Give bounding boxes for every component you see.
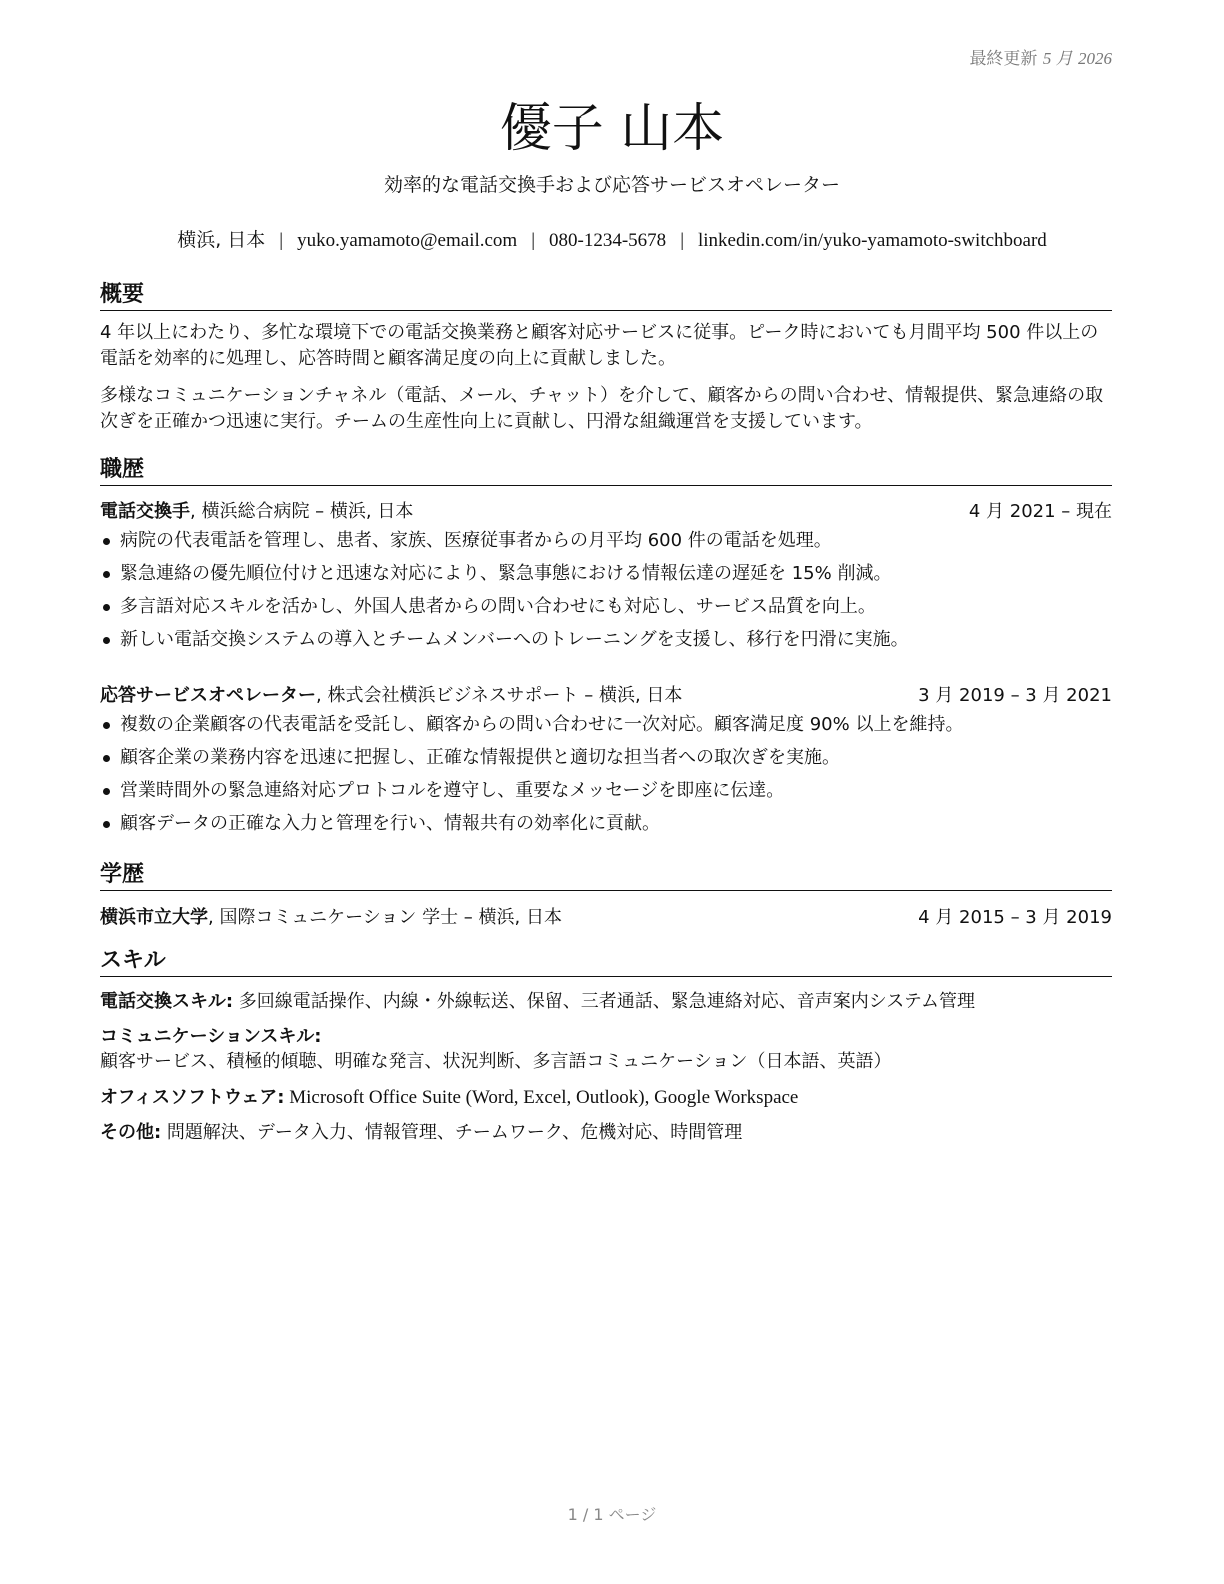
education-detail: , 国際コミュニケーション 学士 – 横浜, 日本 [208,907,562,928]
contact-separator: | [531,230,536,251]
contact-linkedin[interactable]: linkedin.com/in/yuko-yamamoto-switchboard [698,230,1047,251]
last-updated-month: 5 月 [1042,49,1073,68]
skill-label: オフィスソフトウェア: [100,1087,285,1108]
skill-label: 電話交換スキル: [100,991,234,1012]
list-item: 顧客データの正確な入力と管理を行い、情報共有の効率化に貢献。 [100,811,1112,844]
skill-line [100,1085,1112,1110]
job-header [100,681,1112,707]
job-role: 電話交換手 [100,501,190,522]
contact-phone[interactable]: 080-1234-5678 [549,230,667,251]
job-org: , 株式会社横浜ビジネスサポート – 横浜, 日本 [316,685,683,706]
summary-paragraph: 4 年以上にわたり、多忙な環境下での電話交換業務と顧客対応サービスに従事。ピーク時においても月間平均 500 件以上の電話を効率的に処理し、応答時間と顧客満足度の向上に貢献しました。 [100,322,1099,369]
contact-line [0,225,1224,252]
job-title-line [100,497,413,523]
job-title-line [100,681,682,707]
job-header [100,497,1112,523]
section-title-summary: 概要 [100,277,1112,311]
skill-value: 問題解決、データ入力、情報管理、チームワーク、危機対応、時間管理 [161,1122,743,1143]
list-item: 営業時間外の緊急連絡対応プロトコルを遵守し、重要なメッセージを即座に伝達。 [100,778,1112,811]
education-date: 4 月 2015 – 3 月 2019 [918,907,1112,928]
last-updated [969,44,1112,69]
list-item: 緊急連絡の優先順位付けと迅速な対応により、緊急事態における情報伝達の遅延を 15% 削減。 [100,561,1112,594]
contact-separator: | [680,230,684,251]
list-item: 多言語対応スキルを活かし、外国人患者からの問い合わせにも対応し、サービス品質を向上。 [100,594,1112,627]
list-item: 顧客企業の業務内容を迅速に把握し、正確な情報提供と適切な担当者への取次ぎを実施。 [100,745,1112,778]
job-role: 応答サービスオペレーター [100,685,316,706]
education-header [100,903,1112,929]
job-date: 3 月 2019 – 3 月 2021 [918,685,1112,706]
job-bullets [100,712,1112,844]
skill-value: Microsoft Office Suite (Word, Excel, Outlook), Google Workspace [284,1087,799,1108]
section-title-experience: 職歴 [100,452,1112,486]
list-item: 新しい電話交換システムの導入とチームメンバーへのトレーニングを支援し、移行を円滑に実施。 [100,627,1112,660]
section-title-education: 学歴 [100,857,1112,891]
candidate-name: 優子 山本 [499,99,725,159]
job-org: , 横浜総合病院 – 横浜, 日本 [190,501,414,522]
last-updated-label: 最終更新 [969,49,1038,69]
skill-line [100,1024,1112,1074]
list-item: 病院の代表電話を管理し、患者、家族、医療従事者からの月平均 600 件の電話を処理。 [100,528,1112,561]
skill-line [100,989,1112,1014]
skill-label: その他: [100,1122,162,1143]
candidate-tagline: 効率的な電話交換手および応答サービスオペレーター [383,174,840,196]
contact-email[interactable]: yuko.yamamoto@email.com [297,230,518,251]
contact-separator: | [279,230,284,251]
education-line [100,903,562,929]
job-date: 4 月 2021 – 現在 [968,501,1112,522]
skill-value: 多回線電話操作、内線・外線転送、保留、三者通話、緊急連絡対応、音声案内システム管理 [233,991,975,1012]
section-title-skills: スキル [100,943,1112,977]
page-number: 1 / 1 ページ [567,1505,657,1524]
last-updated-year: 2026 [1078,49,1112,68]
skill-line [100,1120,1112,1145]
skill-value: 顧客サービス、積極的傾聴、明確な発言、状況判断、多言語コミュニケーション（日本語、英語） [100,1051,892,1072]
education-school: 横浜市立大学 [100,907,208,928]
job-bullets [100,528,1112,660]
skill-label: コミュニケーションスキル: [100,1026,322,1047]
contact-location: 横浜, 日本 [177,229,266,251]
summary-paragraph: 多様なコミュニケーションチャネル（電話、メール、チャット）を介して、顧客からの問い合わせ、情報提供、緊急連絡の取次ぎを正確かつ迅速に実行。チームの生産性向上に貢献し、円滑な組織運営を支援しています。 [100,385,1104,432]
list-item: 複数の企業顧客の代表電話を受託し、顧客からの問い合わせに一次対応。顧客満足度 90% 以上を維持。 [100,712,1112,745]
